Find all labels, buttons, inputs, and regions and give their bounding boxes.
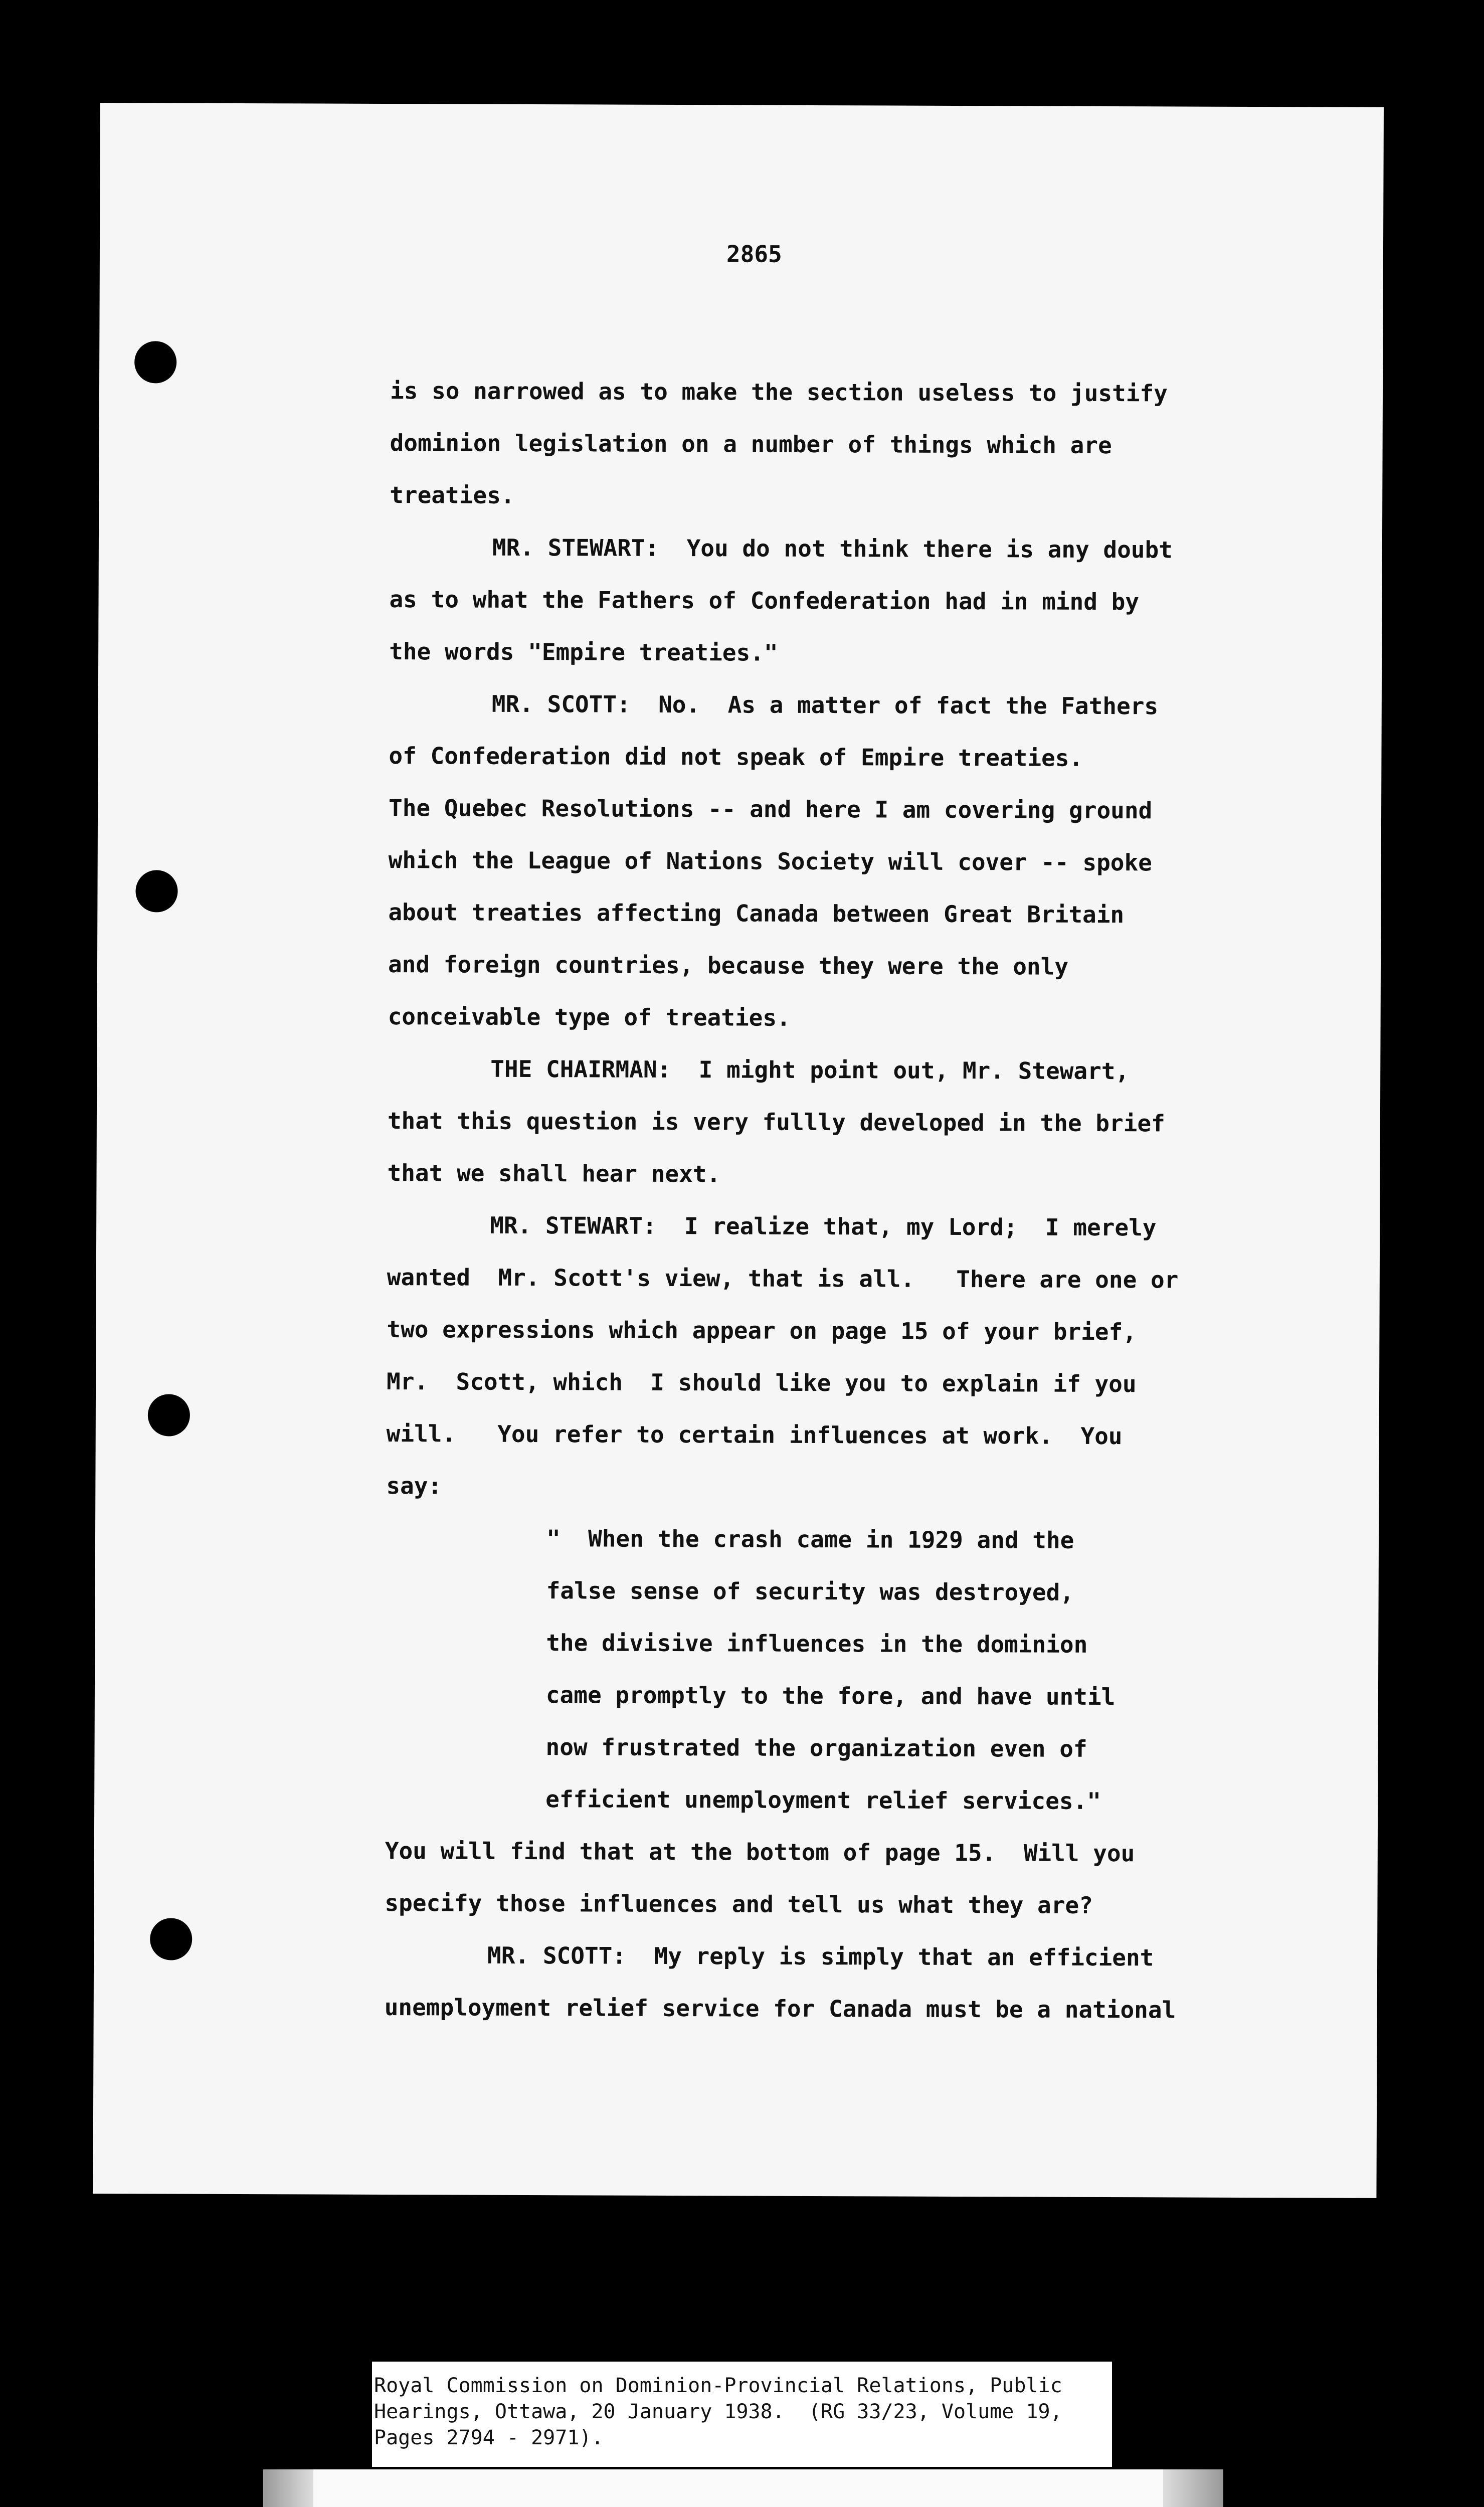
text-line: You will find that at the bottom of page 15. Will you bbox=[385, 1837, 1135, 1867]
caption-line: Royal Commission on Dominion-Provincial Relations, Public bbox=[374, 2374, 1062, 2397]
text-line: MR. SCOTT: No. As a matter of fact the Fathers bbox=[491, 690, 1159, 720]
caption-line: Pages 2794 - 2971). bbox=[374, 2426, 604, 2449]
text-line: of Confederation did not speak of Empire treaties. bbox=[389, 742, 1083, 772]
text-line: specify those influences and tell us what they are? bbox=[385, 1889, 1093, 1919]
punch-hole bbox=[148, 1394, 190, 1436]
text-line: say: bbox=[386, 1472, 442, 1500]
label-edge bbox=[263, 2469, 313, 2507]
text-line: MR. STEWART: You do not think there is any doubt bbox=[492, 533, 1173, 564]
text-line: unemployment relief service for Canada must be a national bbox=[384, 1994, 1176, 2024]
archive-caption bbox=[372, 2362, 1112, 2467]
text-line: Mr. Scott, which I should like you to explain if you bbox=[387, 1368, 1137, 1398]
transcript-text bbox=[385, 365, 1318, 2036]
text-line: that we shall hear next. bbox=[387, 1159, 721, 1188]
archives-label bbox=[263, 2469, 1223, 2507]
document-page bbox=[93, 103, 1384, 2198]
text-line: treaties. bbox=[390, 481, 515, 509]
text-line: " When the crash came in 1929 and the bbox=[546, 1525, 1074, 1554]
text-line: The Quebec Resolutions -- and here I am covering ground bbox=[389, 794, 1153, 824]
text-line: is so narrowed as to make the section useless to justify bbox=[390, 377, 1168, 407]
text-line: will. You refer to certain influences at work. You bbox=[386, 1420, 1123, 1450]
page-number: 2865 bbox=[726, 240, 782, 268]
text-line: false sense of security was destroyed, bbox=[546, 1577, 1074, 1606]
label-edge bbox=[1163, 2469, 1223, 2507]
text-line: that this question is very fullly developed in the brief bbox=[387, 1107, 1165, 1137]
text-line: about treaties affecting Canada between Great Britain bbox=[388, 899, 1125, 929]
text-line: the words "Empire treaties." bbox=[389, 638, 778, 666]
text-line: MR. SCOTT: My reply is simply that an efficient bbox=[487, 1941, 1154, 1972]
text-line: dominion legislation on a number of things which are bbox=[390, 429, 1112, 459]
text-line: as to what the Fathers of Confederation had in mind by bbox=[389, 586, 1140, 616]
text-line: which the League of Nations Society will cover -- spoke bbox=[388, 846, 1153, 876]
text-line: now frustrated the organization even of bbox=[545, 1733, 1087, 1762]
text-line: came promptly to the fore, and have until bbox=[545, 1681, 1116, 1711]
text-line: and foreign countries, because they were the only bbox=[388, 951, 1069, 980]
punch-hole bbox=[135, 870, 177, 912]
caption-line: Hearings, Ottawa, 20 January 1938. (RG 33/23, Volume 19, bbox=[374, 2400, 1062, 2423]
text-line: conceivable type of treaties. bbox=[388, 1003, 791, 1031]
text-line: wanted Mr. Scott's view, that is all. There are one or bbox=[387, 1264, 1179, 1294]
text-line: MR. STEWART: I realize that, my Lord; I merely bbox=[490, 1211, 1157, 1241]
text-line: efficient unemployment relief services." bbox=[545, 1785, 1101, 1815]
text-line: two expressions which appear on page 15 of your brief, bbox=[387, 1316, 1137, 1346]
punch-hole bbox=[134, 341, 176, 383]
text-line: THE CHAIRMAN: I might point out, Mr. Stewart, bbox=[490, 1055, 1130, 1085]
text-line: the divisive influences in the dominion bbox=[546, 1629, 1088, 1658]
punch-hole bbox=[150, 1918, 192, 1960]
